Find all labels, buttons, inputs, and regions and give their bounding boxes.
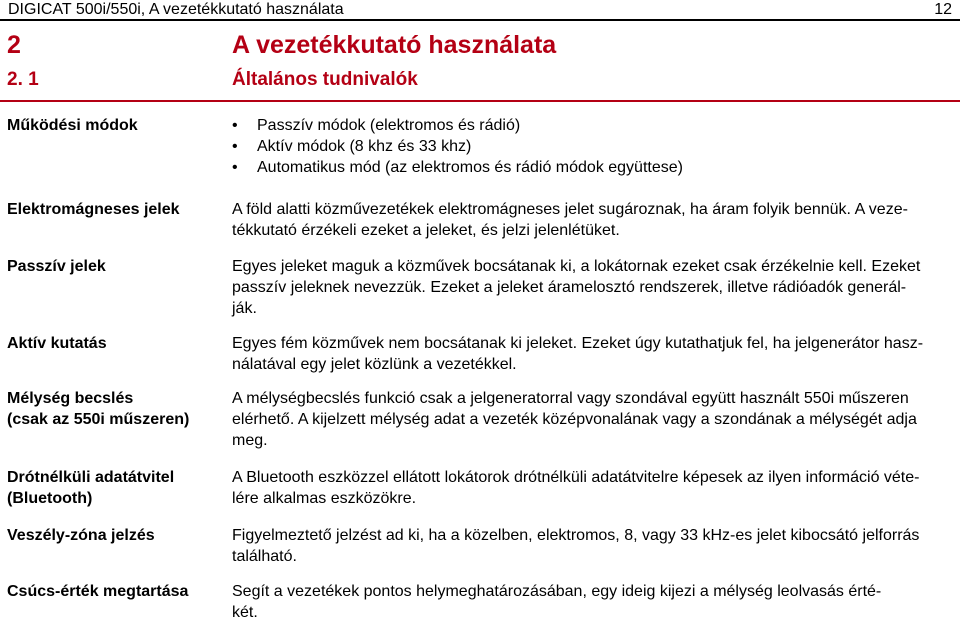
text-line: található. [232, 548, 297, 565]
text-line: A Bluetooth eszközzel ellátott lokátorok drótnélküli adatátvitelre képesek az ilyen információ véte- [232, 469, 920, 486]
list-item [232, 157, 954, 178]
active-search-text [232, 333, 954, 375]
em-signals-text [232, 199, 954, 241]
list-item [232, 115, 954, 136]
danger-zone-text [232, 525, 954, 567]
chapter-title: A vezetékkutató használata [232, 31, 557, 59]
list-item-text: Aktív módok (8 khz és 33 khz) [257, 138, 472, 155]
label-modes: Működési módok [7, 117, 138, 134]
page-number: 12 [934, 1, 952, 18]
text-line: Figyelmeztető jelzést ad ki, ha a közelben, elektromos, 8, vagy 33 kHz-es jelet kibocsátó jelforrás [232, 527, 920, 544]
text-line: két. [232, 604, 258, 621]
section-title: Általános tudnivalók [232, 69, 418, 90]
label-bluetooth [7, 467, 222, 509]
label-depth [7, 388, 222, 430]
text-line: Egyes jeleket maguk a közművek bocsátanak ki, a lokátornak ezeket csak érzékelnie kell. Ezeket [232, 258, 921, 275]
header-title: DIGICAT 500i/550i, A vezetékkutató használata [8, 1, 344, 18]
text-line: ják. [232, 300, 257, 317]
text-line: meg. [232, 432, 268, 449]
text-line: passzív jeleknek nevezzük. Ezeket a jeleket áramelosztó rendszerek, illetve rádióadók generál- [232, 279, 907, 296]
label-active-search: Aktív kutatás [7, 335, 107, 352]
label-peak-hold: Csúcs-érték megtartása [7, 583, 189, 600]
section-number: 2. 1 [7, 69, 39, 90]
list-item-text: Automatikus mód (az elektromos és rádió módok együttese) [257, 159, 683, 176]
text-line: tékkutató érzékeli ezeket a jeleket, és jelzi jelenlétüket. [232, 222, 620, 239]
chapter-number: 2 [7, 31, 21, 59]
label-passive-signals: Passzív jelek [7, 258, 106, 275]
depth-text [232, 388, 954, 451]
bullet-icon: • [232, 138, 238, 155]
list-item [232, 136, 954, 157]
modes-list [232, 115, 954, 178]
text-line: nálatával egy jelet közlünk a vezetékkel. [232, 356, 517, 373]
label-line: (csak az 550i műszeren) [7, 411, 190, 428]
peak-hold-text [232, 581, 954, 623]
label-line: Drótnélküli adatátvitel [7, 469, 175, 486]
text-line: Segít a vezetékek pontos helymeghatározásában, egy ideig kijezi a mélység leolvasás érté- [232, 583, 882, 600]
label-line: (Bluetooth) [7, 490, 93, 507]
section-divider [0, 100, 960, 102]
passive-signals-text [232, 256, 954, 319]
text-line: A mélységbecslés funkció csak a jelgeneratorral vagy szondával együtt használt 550i műszeren [232, 390, 909, 407]
bullet-icon: • [232, 159, 238, 176]
text-line: Egyes fém közművek nem bocsátanak ki jeleket. Ezeket úgy kutathatjuk fel, ha jelgenerátor hasz- [232, 335, 924, 352]
text-line: elérhető. A kijelzett mélység adat a vezeték középvonalának vagy a szondának a mélységét adja [232, 411, 917, 428]
label-em-signals: Elektromágneses jelek [7, 201, 180, 218]
label-line: Mélység becslés [7, 390, 134, 407]
text-line: A föld alatti közművezetékek elektromágneses jelet sugároznak, ha áram folyik bennük. A veze- [232, 201, 908, 218]
list-item-text: Passzív módok (elektromos és rádió) [257, 117, 521, 134]
bullet-icon: • [232, 117, 238, 134]
running-header [0, 0, 960, 21]
text-line: lére alkalmas eszközökre. [232, 490, 417, 507]
bluetooth-text [232, 467, 954, 509]
label-danger-zone: Veszély-zóna jelzés [7, 527, 155, 544]
